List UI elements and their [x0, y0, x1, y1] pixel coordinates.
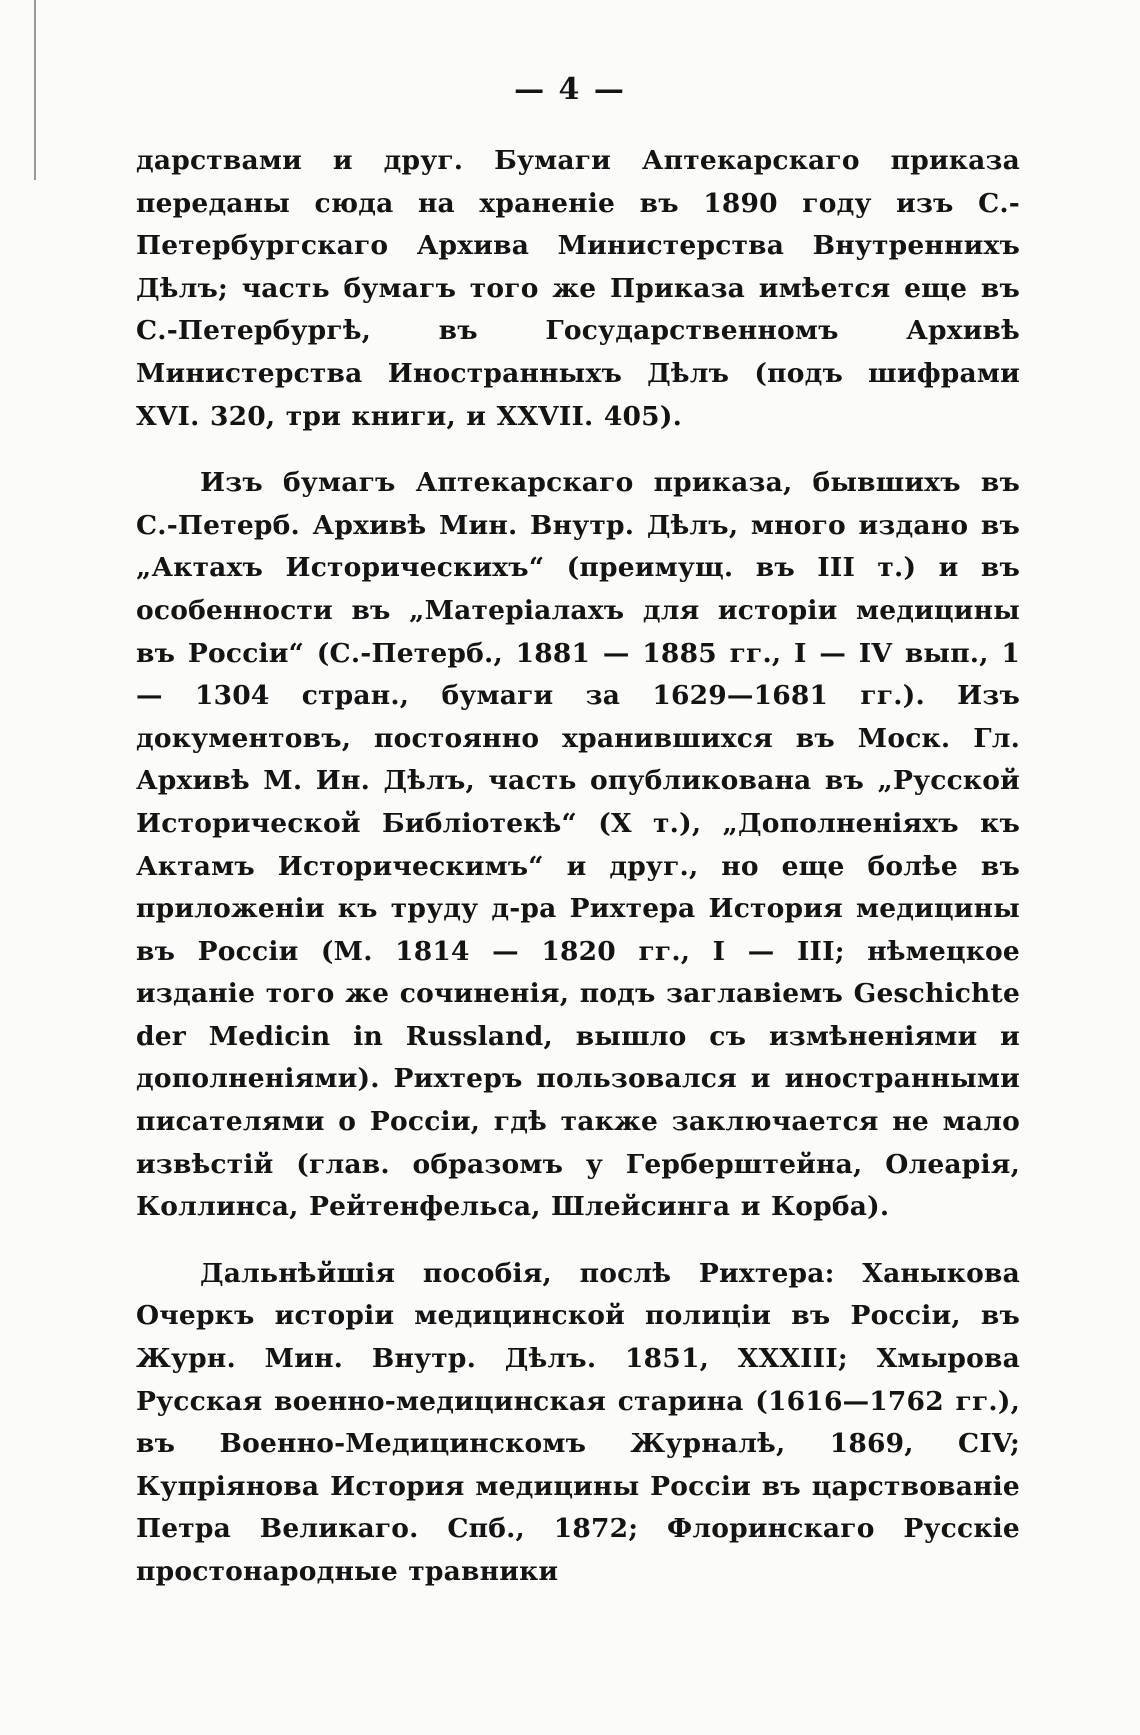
- page-body: [136, 140, 1020, 1594]
- paragraph-1: дарствами и друг. Бумаги Аптекарскаго приказа переданы сюда на храненіе въ 1890 году изъ С.-Петербургскаго Архива Министерства Внутреннихъ Дѣлъ; часть бумагъ того же Приказа имѣется еще въ С.-Петербургѣ, въ Государственномъ Архивѣ Министерства Иностранныхъ Дѣлъ (подъ шифрами XVI. 320, три книги, и XXVII. 405).: [136, 145, 1020, 432]
- paragraph-3: Дальнѣйшія пособія, послѣ Рихтера: Ханыкова Очеркъ исторіи медицинской полиціи въ Россіи, въ Журн. Мин. Внутр. Дѣлъ. 1851, XXXIII; Хмырова Русская военно-медицинская старина (1616—1762 гг.), въ Военно-Медицинскомъ Журналѣ, 1869, CIV; Купріянова История медицины Россіи въ царствованіе Петра Великаго. Спб., 1872; Флоринскаго Русскіе простонародные травники: [136, 1257, 1020, 1587]
- page-number: — 4 —: [514, 72, 626, 107]
- paragraph-2: Изъ бумагъ Аптекарскаго приказа, бывшихъ въ С.-Петерб. Архивѣ Мин. Внутр. Дѣлъ, много издано въ „Актахъ Историческихъ“ (преимущ. въ III т.) и въ особенности въ „Матеріалахъ для исторіи медицины въ Россіи“ (С.-Петерб., 1881 — 1885 гг., I — IV вып., 1 — 1304 стран., бумаги за 1629—1681 гг.). Изъ документовъ, постоянно хранившихся въ Моск. Гл. Архивѣ М. Ин. Дѣлъ, часть опубликована въ „Русской Исторической Библіотекѣ“ (X т.), „Дополненіяхъ къ Актамъ Историческимъ“ и друг., но еще болѣе въ приложеніи къ труду д-ра Рихтера История медицины въ Россіи (М. 1814 — 1820 гг., I — III; нѣмецкое изданіе того же сочиненія, подъ заглавіемъ Geschichte der Medicin in Russland, вышло съ измѣненіями и дополненіями). Рихтеръ пользовался и иностранными писателями о Россіи, гдѣ также заключается не мало извѣстій (глав. образомъ у Герберштейна, Олеарія, Коллинса, Рейтенфельса, Шлейсинга и Корба).: [136, 467, 1020, 1223]
